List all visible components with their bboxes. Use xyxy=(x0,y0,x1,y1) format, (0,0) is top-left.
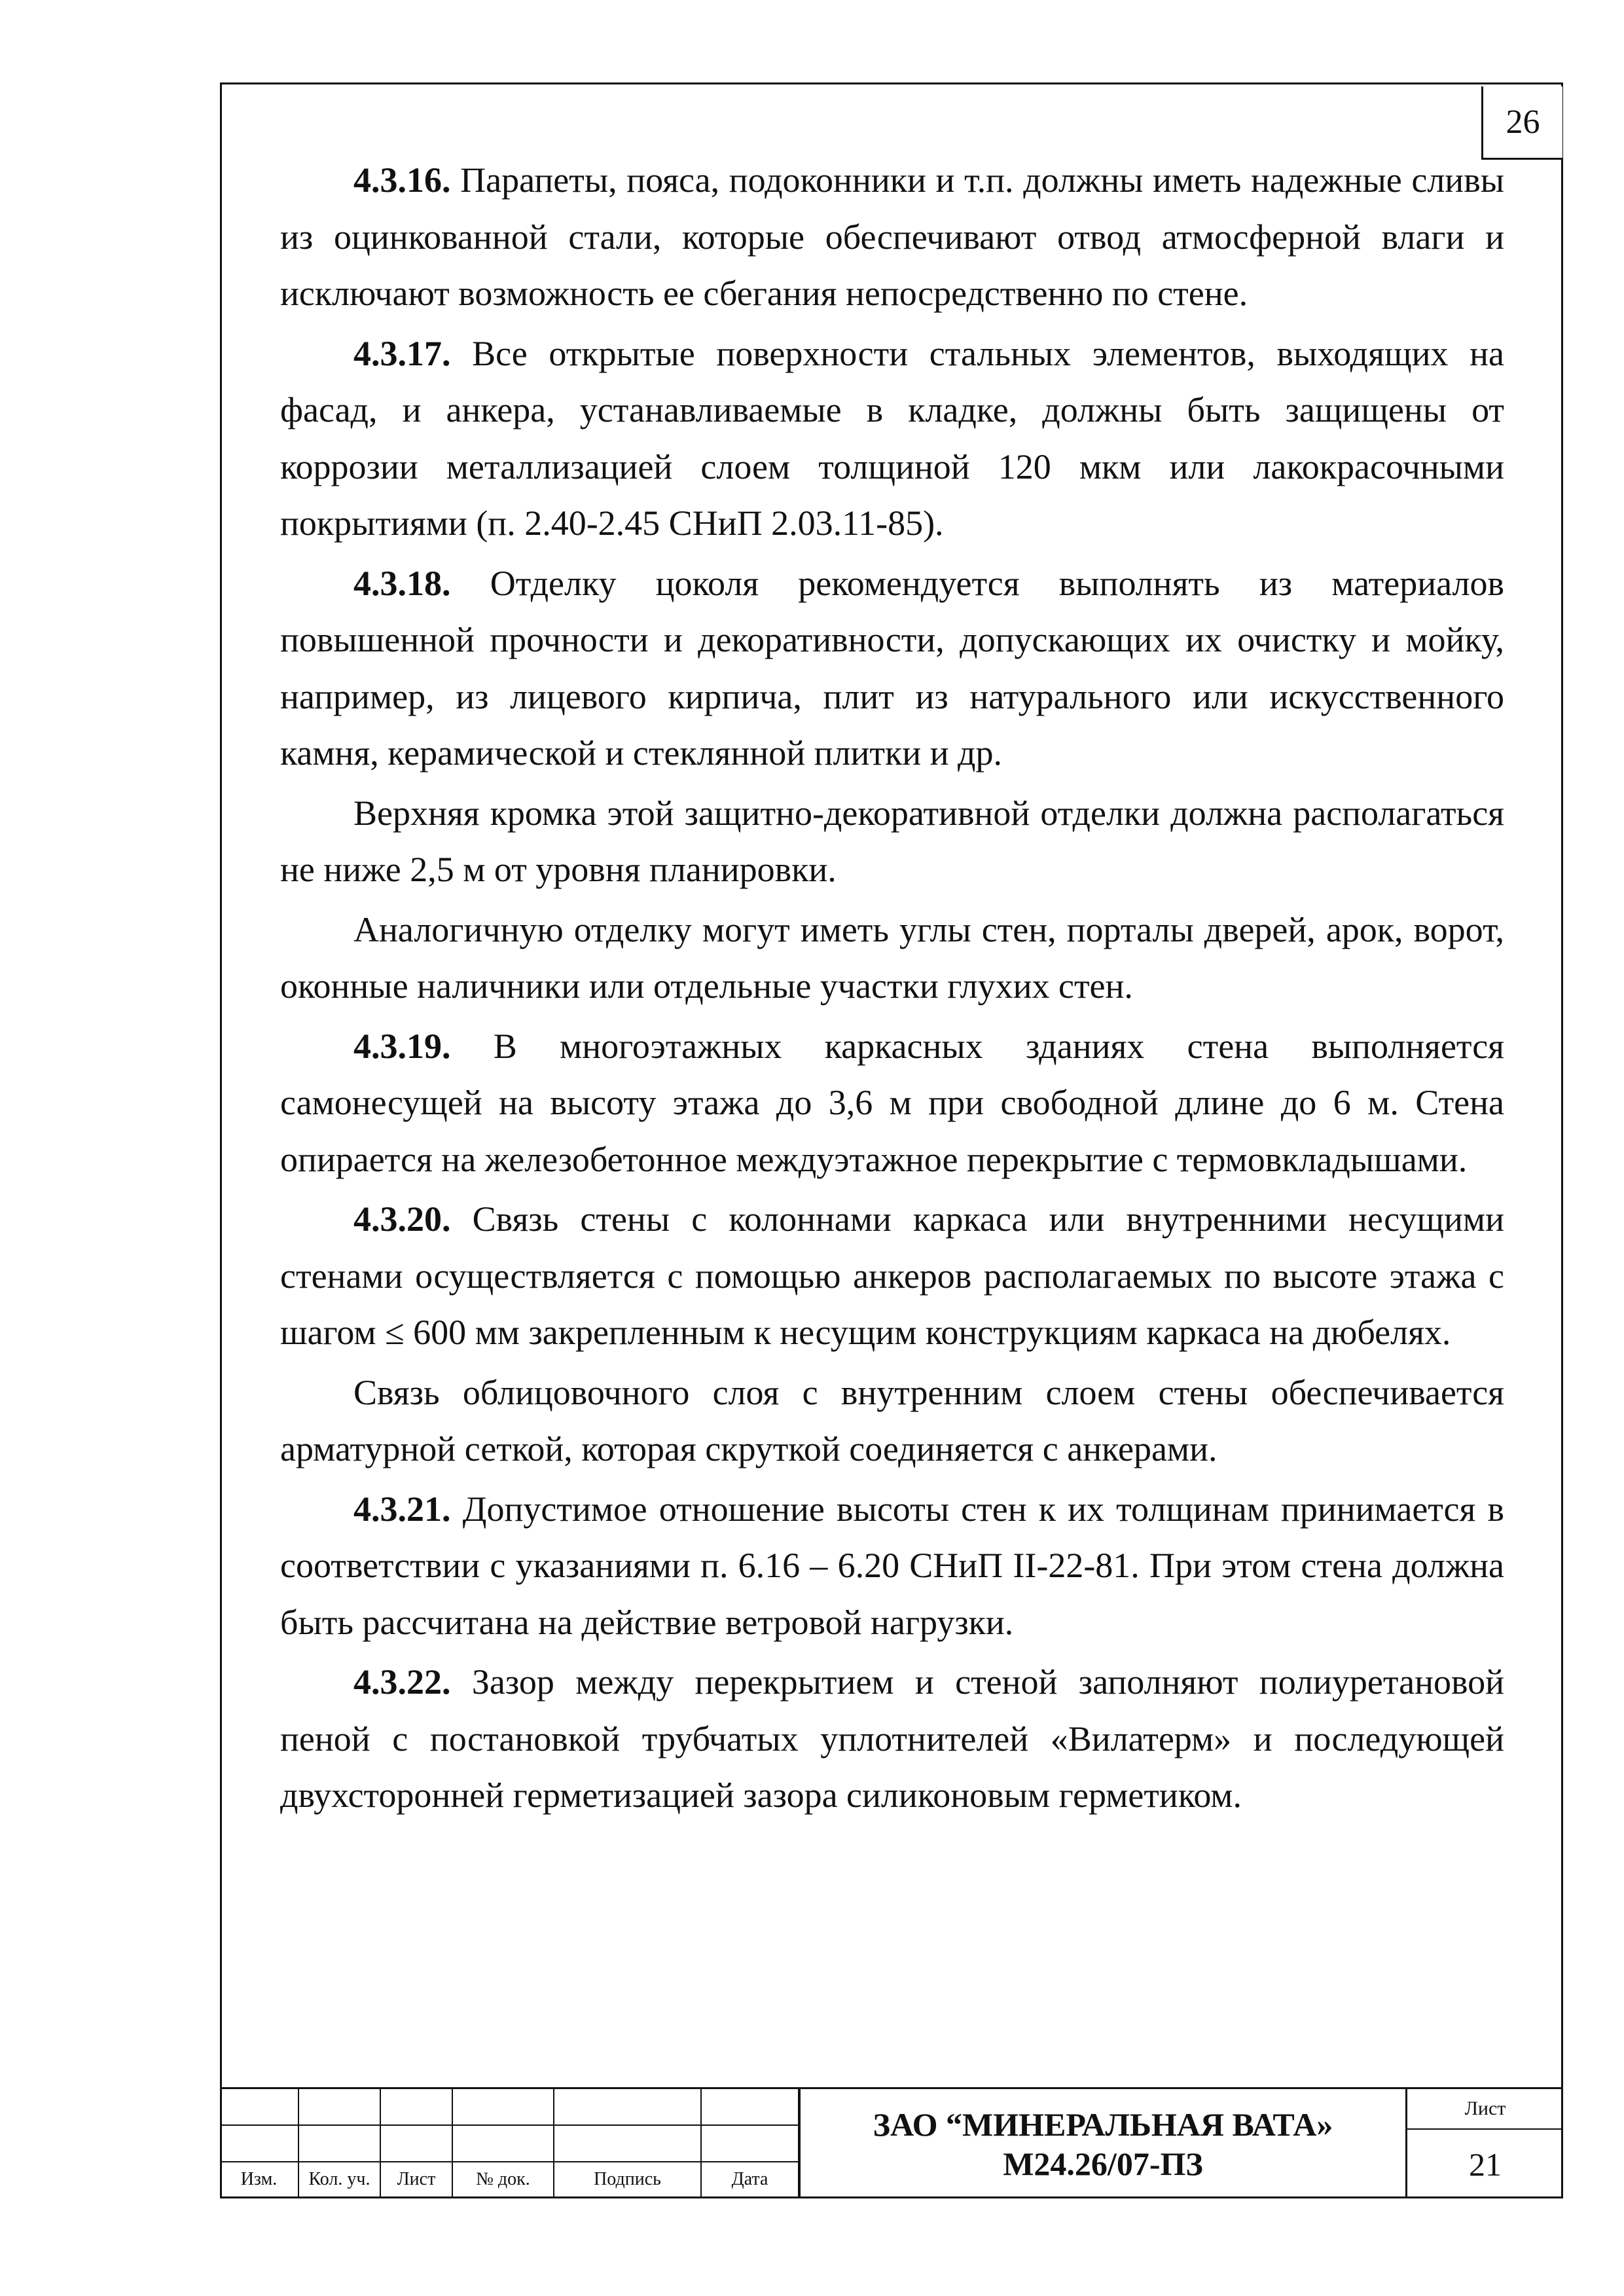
sheet-number: 21 xyxy=(1469,2145,1502,2183)
col-izm: Изм. xyxy=(220,2162,298,2198)
paragraph-4-3-22 xyxy=(280,1654,1504,1824)
clause-number: 4.3.17. xyxy=(353,333,451,373)
paragraph-4-3-17 xyxy=(280,325,1504,552)
document-code: М24.26/07-ПЗ xyxy=(1003,2145,1203,2182)
paragraph-text: Связь стены с колоннами каркаса или внутренними несущими стенами осуществляется с помощью анкеров располагаемых по высоте этажа с шагом ≤ 600 мм закрепленным к несущим конструкциям каркаса на дюбелях. xyxy=(280,1199,1504,1352)
paragraph-text: Верхняя кромка этой защитно-декоративной отделки должна располагаться не ниже 2,5 м от уровня планировки. xyxy=(280,793,1504,889)
col-signature: Подпись xyxy=(554,2162,701,2198)
paragraph-text: Парапеты, пояса, подоконники и т.п. должны иметь надежные сливы из оцинкованной стали, которые обеспечивают отвод атмосферной влаги и исключают возможность ее сбегания непосредственно по стене. xyxy=(280,160,1504,313)
paragraph-4-3-20 xyxy=(280,1191,1504,1361)
paragraph-4-3-18 xyxy=(280,555,1504,782)
paragraph-4-3-21 xyxy=(280,1481,1504,1651)
sheet-label: Лист xyxy=(1407,2089,1563,2130)
paragraph-text: Все открытые поверхности стальных элементов, выходящих на фасад, и анкера, устанавливаемые в кладке, должны быть защищены от коррозии металлизацией слоем толщиной 120 мкм или лакокрасочными покрытиями (п. 2.40-2.45 СНиП 2.03.11-85). xyxy=(280,333,1504,543)
clause-number: 4.3.20. xyxy=(353,1199,451,1239)
col-date: Дата xyxy=(701,2162,799,2198)
paragraph-plinth-edge xyxy=(280,785,1504,898)
col-list: Лист xyxy=(380,2162,452,2198)
page-number: 26 xyxy=(1481,86,1562,160)
paragraph-facing-layer xyxy=(280,1364,1504,1478)
document-body xyxy=(280,152,1504,1824)
clause-number: 4.3.22. xyxy=(353,1662,451,1702)
paragraph-4-3-19 xyxy=(280,1018,1504,1188)
title-block xyxy=(220,2087,1563,2198)
paragraph-text: В многоэтажных каркасных зданиях стена выполняется самонесущей на высоту этажа до 3,6 м при свободной длине до 6 м. Стена опирается на железобетонное междуэтажное перекрытие с термовкладышами. xyxy=(280,1026,1504,1179)
paragraph-text: Связь облицовочного слоя с внутренним слоем стены обеспечивается арматурной сеткой, которая скруткой соединяется с анкерами. xyxy=(280,1372,1504,1468)
paragraph-text: Допустимое отношение высоты стен к их толщинам принимается в соответствии с указаниями п. 6.16 – 6.20 СНиП II-22-81. При этом стена должна быть рассчитана на действие ветровой нагрузки. xyxy=(280,1489,1504,1642)
clause-number: 4.3.16. xyxy=(353,160,451,200)
paragraph-text: Аналогичную отделку могут иметь углы стен, порталы дверей, арок, ворот, оконные наличники или отдельные участки глухих стен. xyxy=(280,909,1504,1006)
revision-table xyxy=(220,2089,799,2198)
paragraph-similar-finish xyxy=(280,902,1504,1015)
company-name: ЗАО “МИНЕРАЛЬНАЯ ВАТА» xyxy=(873,2105,1333,2143)
paragraph-4-3-16 xyxy=(280,152,1504,322)
clause-number: 4.3.18. xyxy=(353,563,451,603)
col-kol-uch: Кол. уч. xyxy=(298,2162,380,2198)
clause-number: 4.3.21. xyxy=(353,1489,451,1529)
col-doc-num: № док. xyxy=(452,2162,554,2198)
clause-number: 4.3.19. xyxy=(353,1026,451,1066)
paragraph-text: Отделку цоколя рекомендуется выполнять из материалов повышенной прочности и декоративности, допускающих их очистку и мойку, например, из лицевого кирпича, плит из натурального или искусственного камня, керамической и стеклянной плитки и др. xyxy=(280,563,1504,773)
paragraph-text: Зазор между перекрытием и стеной заполняют полиуретановой пеной с постановкой трубчатых уплотнителей «Вилатерм» и последующей двухсторонней герметизацией зазора силиконовым герметиком. xyxy=(280,1662,1504,1815)
stamp-title xyxy=(799,2089,1407,2198)
